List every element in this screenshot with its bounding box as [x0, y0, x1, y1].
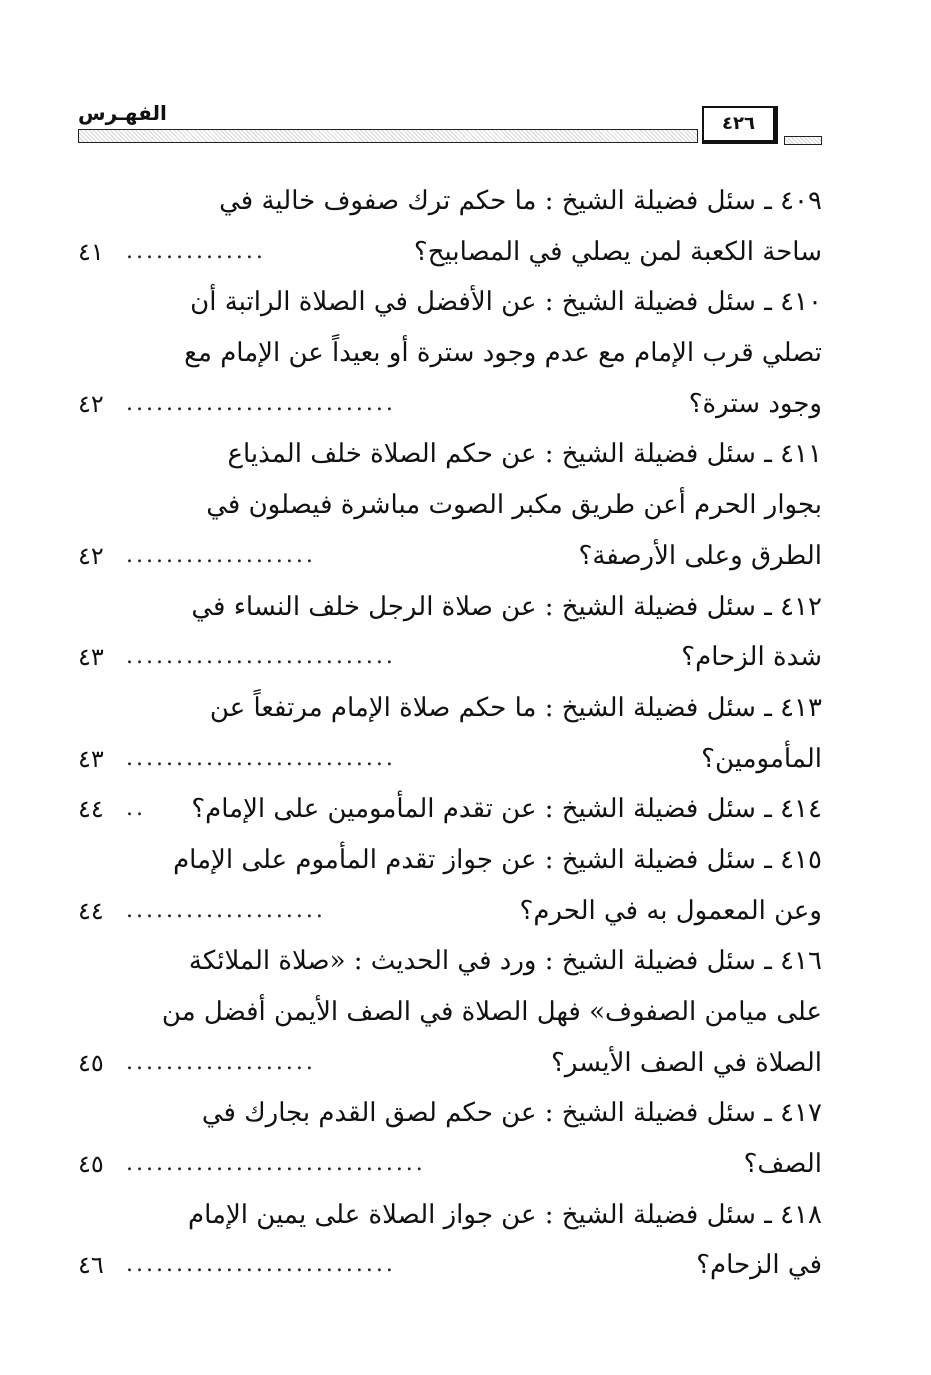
leader-dots: .. [126, 796, 146, 822]
entry-continuation-line [78, 1038, 822, 1089]
entry-page-number: ٤٣ [78, 744, 104, 773]
entry-page-number: ٤٥ [78, 1150, 104, 1179]
entry-continuation-line [78, 328, 822, 379]
entry-continuation-line [78, 987, 822, 1038]
entry-text: على ميامن الصفوف» فهل الصلاة في الصف الأيمن أفضل من [161, 997, 822, 1027]
leader-dots: ................... [126, 1049, 316, 1075]
entry-text: ٤١١ ـ سئل فضيلة الشيخ : عن حكم الصلاة خلف المذياع [227, 439, 822, 470]
entry-page-number: ٤١ [78, 237, 104, 266]
entry-text: ٤١٧ ـ سئل فضيلة الشيخ : عن حكم لصق القدم بجارك في [201, 1098, 822, 1129]
entry-continuation-line [78, 1240, 822, 1291]
entry-page-number: ٤٤ [78, 896, 104, 925]
toc-entry [78, 936, 822, 1088]
leader-dots: ................... [126, 542, 316, 568]
entry-page-number: ٤٢ [78, 389, 104, 418]
entry-continuation-line [78, 886, 822, 937]
entry-question-line [78, 582, 822, 633]
entry-text: وجود سترة؟ [688, 388, 822, 419]
entry-text: الطرق وعلى الأرصفة؟ [578, 540, 822, 571]
leader-dots: ........................... [126, 390, 396, 416]
entry-question-line [78, 683, 822, 734]
toc-entry [78, 683, 822, 784]
toc-entry [78, 176, 822, 277]
entry-text: ٤١٦ ـ سئل فضيلة الشيخ : ورد في الحديث : «صلاة الملائكة [188, 946, 822, 977]
entry-text: شدة الزحام؟ [681, 642, 822, 673]
header-rule-short [784, 136, 822, 145]
entry-text: ٤٠٩ ـ سئل فضيلة الشيخ : ما حكم ترك صفوف خالية في [219, 186, 822, 216]
entry-page-number: ٤٢ [78, 541, 104, 570]
toc-entry [78, 1088, 822, 1189]
entry-text: ٤١٥ ـ سئل فضيلة الشيخ : عن جواز تقدم المأموم على الإمام [173, 844, 822, 875]
leader-dots: ........................... [126, 745, 396, 771]
entry-continuation-line [78, 734, 822, 785]
header-rule [78, 129, 698, 143]
toc-entry [78, 835, 822, 936]
entry-text: الصف؟ [743, 1149, 822, 1180]
entry-continuation-line [78, 480, 822, 531]
toc-entry [78, 277, 822, 429]
leader-dots: ........................... [126, 644, 396, 670]
entry-text: ساحة الكعبة لمن يصلي في المصابيح؟ [413, 236, 822, 267]
leader-dots: .................... [126, 897, 326, 923]
entry-question-line [78, 176, 822, 227]
toc-entry [78, 1190, 822, 1291]
entry-text: تصلي قرب الإمام مع عدم وجود سترة أو بعيداً عن الإمام مع [184, 338, 822, 369]
entry-page-number: ٤٦ [78, 1251, 104, 1280]
entry-question-line [78, 835, 822, 886]
leader-dots: ........................... [126, 1252, 396, 1278]
entry-question-line [78, 277, 822, 328]
entry-continuation-line [78, 1139, 822, 1190]
entry-text: ٤١٤ ـ سئل فضيلة الشيخ : عن تقدم المأمومين على الإمام؟ [191, 794, 822, 825]
entry-text: في الزحام؟ [696, 1250, 822, 1281]
entry-continuation-line [78, 531, 822, 582]
entry-page-number: ٤٥ [78, 1048, 104, 1077]
entry-page-number: ٤٣ [78, 643, 104, 672]
entry-text: ٤١٢ ـ سئل فضيلة الشيخ : عن صلاة الرجل خلف النساء في [191, 591, 822, 622]
toc-entry [78, 582, 822, 683]
page-header [78, 100, 822, 160]
entry-question-line [78, 1088, 822, 1139]
entry-question-line [78, 1190, 822, 1241]
leader-dots: .............................. [126, 1151, 426, 1177]
section-title: الفهـرس [78, 101, 167, 125]
page-number: ٤٢٦ [702, 106, 778, 144]
entry-text: ٤١٨ ـ سئل فضيلة الشيخ : عن جواز الصلاة على يمين الإمام [188, 1199, 822, 1230]
entry-text: وعن المعمول به في الحرم؟ [519, 895, 822, 926]
entry-text: ٤١٠ ـ سئل فضيلة الشيخ : عن الأفضل في الصلاة الراتبة أن [190, 287, 822, 318]
table-of-contents [78, 176, 822, 1291]
entry-text: بجوار الحرم أعن طريق مكبر الصوت مباشرة فيصلون في [206, 490, 822, 521]
entry-question-line [78, 429, 822, 480]
entry-continuation-line [78, 227, 822, 278]
entry-continuation-line [78, 379, 822, 430]
entry-question-line [78, 784, 822, 835]
entry-continuation-line [78, 632, 822, 683]
entry-text: المأمومين؟ [701, 743, 822, 774]
entry-question-line [78, 936, 822, 987]
entry-text: ٤١٣ ـ سئل فضيلة الشيخ : ما حكم صلاة الإمام مرتفعاً عن [209, 692, 822, 723]
leader-dots: .............. [126, 238, 266, 264]
entry-text: الصلاة في الصف الأيسر؟ [551, 1047, 822, 1078]
toc-entry [78, 784, 822, 835]
entry-page-number: ٤٤ [78, 795, 104, 824]
toc-entry [78, 429, 822, 581]
